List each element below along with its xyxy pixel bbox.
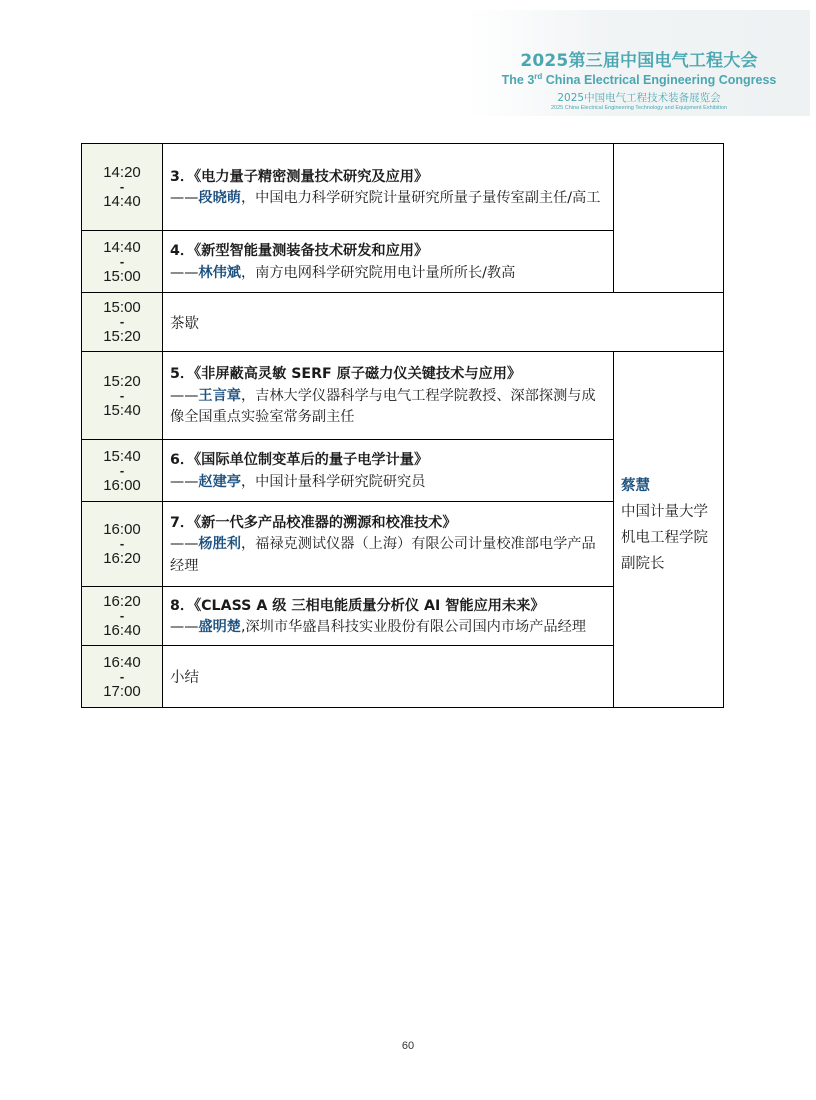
- speaker-affiliation: ，吉林大学仪器科学与电气工程学院教授、深部探测与成像全国重点实验室常务副主任: [170, 387, 596, 426]
- time-cell: 15:40 - 16:00: [82, 440, 163, 502]
- congress-logo: [468, 10, 810, 116]
- summary-cell: 小结: [163, 646, 614, 708]
- speaker-name: 赵建亭: [198, 473, 241, 490]
- time-cell: 16:20 - 16:40: [82, 587, 163, 646]
- speaker-name: 王言章: [198, 387, 241, 404]
- table-row: [82, 352, 724, 440]
- speaker-name: 林伟斌: [198, 264, 241, 281]
- logo-exhibition-en: 2025 China Electrical Engineering Technology and Equipment Exhibition: [550, 105, 727, 112]
- speaker-name: 杨胜利: [198, 536, 241, 553]
- table-row: [82, 293, 724, 352]
- time-cell: 16:40 - 17:00: [82, 646, 163, 708]
- time-cell: 14:20 - 14:40: [82, 144, 163, 231]
- speaker-name: 盛明楚: [198, 619, 241, 635]
- agenda-table: [81, 143, 724, 708]
- host-affiliation-line: 中国计量大学: [621, 503, 708, 520]
- talk-title: 8．《CLASS A 级 三相电能质量分析仪 AI 智能应用未来》: [170, 597, 545, 614]
- time-cell: 15:20 - 15:40: [82, 352, 163, 440]
- host-affiliation-line: 机电工程学院: [621, 529, 708, 546]
- talk-title: 5．《非屏蔽高灵敏 SERF 原子磁力仪关键技术与应用》: [170, 366, 522, 383]
- speaker-name: 段晓萌: [198, 190, 241, 206]
- speaker-affiliation: ,深圳市华盛昌科技实业股份有限公司国内市场产品经理: [240, 619, 586, 635]
- speaker-affiliation: ，中国电力科学研究院计量研究所量子量传室副主任/高工: [240, 190, 601, 206]
- talk-title: 6．《国际单位制变革后的量子电学计量》: [170, 452, 429, 468]
- talk-cell: 5．《非屏蔽高灵敏 SERF 原子磁力仪关键技术与应用》 ——王言章，吉林大学仪器科学与电气工程学院教授、深部探测与成像全国重点实验室常务副主任: [163, 352, 614, 440]
- host-title: 副院长: [621, 555, 665, 572]
- time-cell: 16:00 - 16:20: [82, 502, 163, 587]
- table-row: [82, 144, 724, 231]
- time-cell: 14:40 - 15:00: [82, 231, 163, 293]
- host-cell-empty: [614, 144, 724, 293]
- time-cell: 15:00 - 15:20: [82, 293, 163, 352]
- break-cell: 茶歇: [163, 293, 724, 352]
- logo-exhibition-cn: 2025中国电气工程技术装备展览会: [557, 92, 721, 105]
- talk-title: 7．《新一代多产品校准器的溯源和校准技术》: [170, 514, 457, 531]
- speaker-affiliation: ，中国计量科学研究院研究员: [240, 473, 426, 490]
- logo-title-cn: 2025第三届中国电气工程大会: [520, 51, 758, 71]
- page-number: 60: [401, 1040, 415, 1052]
- host-name: 蔡慧: [621, 477, 650, 494]
- talk-cell: 7．《新一代多产品校准器的溯源和校准技术》 ——杨胜利，福禄克测试仪器（上海）有限公司计量校准部电学产品经理: [163, 502, 614, 587]
- speaker-affiliation: ，福禄克测试仪器（上海）有限公司计量校准部电学产品经理: [170, 536, 596, 574]
- talk-cell: 6．《国际单位制变革后的量子电学计量》 ——赵建亭，中国计量科学研究院研究员: [163, 440, 614, 502]
- host-cell: [614, 352, 724, 708]
- talk-cell: 4．《新型智能量测装备技术研发和应用》 ——林伟斌，南方电网科学研究院用电计量所所长/教高: [163, 231, 614, 293]
- talk-cell: 8．《CLASS A 级 三相电能质量分析仪 AI 智能应用未来》 ——盛明楚,深圳市华盛昌科技实业股份有限公司国内市场产品经理: [163, 587, 614, 646]
- talk-title: 3．《电力量子精密测量技术研究及应用》: [170, 168, 429, 185]
- talk-cell: 3．《电力量子精密测量技术研究及应用》 ——段晓萌，中国电力科学研究院计量研究所量子量传室副主任/高工: [163, 144, 614, 231]
- speaker-affiliation: ，南方电网科学研究院用电计量所所长/教高: [240, 264, 516, 281]
- logo-title-en: The 3rd China Electrical Engineering Congress: [501, 72, 777, 88]
- talk-title: 4．《新型智能量测装备技术研发和应用》: [170, 243, 429, 259]
